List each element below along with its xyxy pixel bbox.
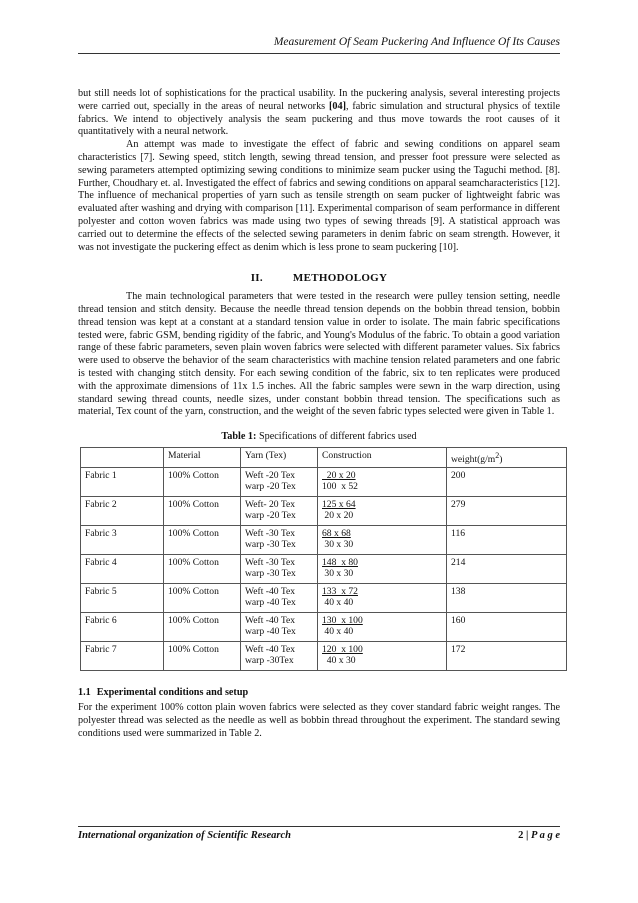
fabric-weight: 279 — [447, 497, 567, 526]
table-row — [81, 555, 567, 584]
fabric-yarn — [241, 642, 318, 671]
table-row — [81, 526, 567, 555]
section-title: METHODOLOGY — [292, 272, 388, 285]
fabric-weight: 116 — [447, 526, 567, 555]
fabric-material: 100% Cotton — [164, 555, 241, 584]
page-number: 2 — [518, 830, 524, 841]
construction-density: 120 x 100 — [322, 644, 363, 656]
fabric-weight: 200 — [447, 468, 567, 497]
table-header-row — [81, 447, 567, 467]
fabric-construction — [318, 468, 447, 497]
construction-count: 30 x 30 — [322, 539, 354, 551]
construction-count: 40 x 30 — [322, 655, 356, 667]
running-title: Measurement Of Seam Puckering And Influence Of Its Causes — [273, 36, 560, 48]
fabric-construction — [318, 555, 447, 584]
table-caption-label: Table 1: — [221, 431, 257, 443]
footer-page — [518, 830, 560, 841]
yarn-warp: warp -40 Tex — [245, 597, 296, 609]
yarn-weft: Weft -30 Tex — [245, 557, 296, 569]
header-yarn: Yarn (Tex) — [241, 447, 318, 467]
fabric-material: 100% Cotton — [164, 468, 241, 497]
table-caption-text: Specifications of different fabrics used — [256, 431, 417, 443]
fabric-construction — [318, 613, 447, 642]
fabric-name: Fabric 1 — [81, 468, 164, 497]
yarn-warp: warp -20 Tex — [245, 481, 296, 493]
fabric-construction — [318, 497, 447, 526]
table-row — [81, 584, 567, 613]
footer-rule — [78, 826, 560, 827]
fabric-yarn — [241, 526, 318, 555]
construction-count: 20 x 20 — [322, 510, 354, 522]
header-rule — [78, 53, 560, 54]
fabric-yarn — [241, 555, 318, 584]
construction-density: 130 x 100 — [322, 615, 363, 627]
header-weight — [447, 447, 567, 467]
citation-ref: [04] — [329, 100, 346, 112]
footer-journal: International organization of Scientific Research — [78, 830, 291, 841]
fabric-weight: 160 — [447, 613, 567, 642]
fabric-material: 100% Cotton — [164, 526, 241, 555]
page-body — [78, 88, 560, 740]
fabric-name: Fabric 2 — [81, 497, 164, 526]
construction-density: 68 x 68 — [322, 528, 351, 540]
yarn-weft: Weft -40 Tex — [245, 644, 296, 656]
fabric-construction — [318, 642, 447, 671]
paragraph-related-work: An attempt was made to investigate the effect of fabric and sewing conditions on apparel seam characteristics [7]. Sewing speed, stitch length, sewing thread tension, and presser foot pressure were selected as sewing parameters attempted optimizing sewing conditions to minimize seam pucker using the Taguchi method. [8]. Further, Choudhary et. al. Investigated the effect of fabrics and sewing conditions on apparal seamcharacteristics [12]. The influence of mechanical properties of yarn such as tensile strength on seam pucker of lightweight fabric was evaluated after washing and drying with comparison [11]. Experimental comparison of seam performance in different polyester and cotton woven fabrics was made using two types of sewing threads [9]. A statistical approach was carried out to determine the effects of the selected sewing parameters in denim fabric on seam strength. However, it was not investigate the puckering effect as denim which is less prone to seam puckering [10]. — [78, 139, 560, 253]
construction-density: 20 x 20 — [322, 470, 356, 482]
section-heading — [78, 272, 560, 285]
yarn-warp: warp -20 Tex — [245, 510, 296, 522]
fabric-construction — [318, 584, 447, 613]
table-row — [81, 613, 567, 642]
yarn-warp: warp -30 Tex — [245, 568, 296, 580]
paragraph-intro — [78, 88, 560, 139]
fabric-material: 100% Cotton — [164, 584, 241, 613]
fabric-material: 100% Cotton — [164, 642, 241, 671]
fabric-construction — [318, 526, 447, 555]
header-material: Material — [164, 447, 241, 467]
yarn-warp: warp -30Tex — [245, 655, 294, 667]
fabric-yarn — [241, 497, 318, 526]
header-weight-sup: 2 — [495, 450, 500, 460]
fabric-specifications-table — [80, 447, 567, 671]
yarn-warp: warp -30 Tex — [245, 539, 296, 551]
table-row — [81, 642, 567, 671]
yarn-weft: Weft -40 Tex — [245, 615, 296, 627]
subsection-title: Experimental conditions and setup — [96, 687, 249, 699]
construction-count: 40 x 40 — [322, 626, 354, 638]
fabric-weight: 214 — [447, 555, 567, 584]
construction-density: 133 x 72 — [322, 586, 358, 598]
section-number: II. — [250, 272, 263, 285]
fabric-weight: 172 — [447, 642, 567, 671]
fabric-name: Fabric 5 — [81, 584, 164, 613]
fabric-name: Fabric 6 — [81, 613, 164, 642]
page-separator: | — [523, 830, 531, 841]
fabric-weight: 138 — [447, 584, 567, 613]
yarn-weft: Weft -20 Tex — [245, 470, 296, 482]
construction-count: 100 x 52 — [322, 481, 358, 493]
fabric-name: Fabric 3 — [81, 526, 164, 555]
subsection-number: 1.1 — [78, 687, 91, 699]
paragraph-text: , fabric simulation and structural physics of textile fabrics. We intend to objectively analysis the seam puckering and thus move towards the root causes of it quantitatively with a neural network. — [78, 100, 560, 138]
header-construction: Construction — [318, 447, 447, 467]
subsection-heading — [78, 687, 560, 700]
table-row — [81, 497, 567, 526]
header-empty — [81, 447, 164, 467]
yarn-weft: Weft -40 Tex — [245, 586, 296, 598]
header-weight-text: weight(g/m — [451, 454, 496, 466]
yarn-weft: Weft -30 Tex — [245, 528, 296, 540]
fabric-yarn — [241, 468, 318, 497]
construction-density: 125 x 64 — [322, 499, 356, 511]
construction-density: 148 x 80 — [322, 557, 358, 569]
yarn-warp: warp -40 Tex — [245, 626, 296, 638]
table-caption — [78, 431, 560, 444]
fabric-name: Fabric 4 — [81, 555, 164, 584]
fabric-name: Fabric 7 — [81, 642, 164, 671]
fabric-material: 100% Cotton — [164, 613, 241, 642]
construction-count: 30 x 30 — [322, 568, 354, 580]
table-row — [81, 468, 567, 497]
fabric-yarn — [241, 613, 318, 642]
header-weight-close: ) — [499, 454, 503, 466]
construction-count: 40 x 40 — [322, 597, 354, 609]
page-word: P a g e — [530, 830, 560, 841]
fabric-yarn — [241, 584, 318, 613]
fabric-material: 100% Cotton — [164, 497, 241, 526]
paragraph-text: but still needs lot of sophistications for the practical usability. In the puckering analysis, several interesting projects were carried out, specially in the areas of neural networks — [78, 88, 560, 112]
paragraph-experimental-setup: For the experiment 100% cotton plain woven fabrics were selected as they cover standard fabric weight ranges. The polyester thread was selected as the needle as well as bobbin thread throughout the experiment. The standard sewing conditions used were summarized in Table 2. — [78, 701, 560, 739]
yarn-weft: Weft- 20 Tex — [245, 499, 296, 511]
paragraph-methodology: The main technological parameters that were tested in the research were pulley tension setting, needle thread tension and stitch density. Because the needle thread tension depends on the bobbin thread tension, bobbin thread tension was kept at a constant at a standard tension value in order to isolate. The main fabric specifications tested were, fabric GSM, bending rigidity of the fabric, and Young's Modulus of the fabric. To obtain a good variation range of these fabric parameters, seven plain woven fabrics were selected with different parameter values. Six fabrics were used to observe the behavior of the seam characteristics with machine tension related parameters and one fabric is tested with changing stitch density. For each sewing condition of the fabric, six to ten replicates were produced with the approximate dimensions of 11x 1.5 inches. All the fabric samples were sewn in the warp direction, using standard sewing thread counts, needle sizes, under constant bobbin thread tension. The specifications such as material, Tex count of the yarn, construction, and the weight of the seven fabric types selected were given in Table 1. — [78, 291, 560, 418]
